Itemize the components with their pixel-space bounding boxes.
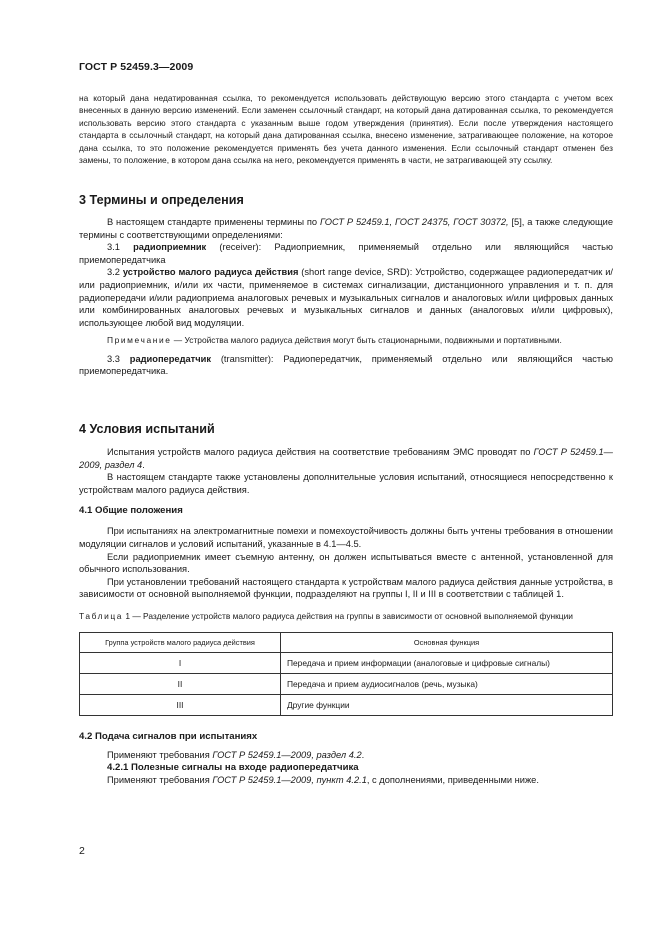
table-cell-function: Передача и прием информации (аналоговые и цифровые сигналы): [281, 652, 613, 673]
section-4-title: 4 Условия испытаний: [79, 422, 215, 436]
table-cell-group: III: [80, 694, 281, 715]
subsection-4-2-text-b: .: [361, 749, 365, 760]
subsection-4-2-ref: ГОСТ Р 52459.1—2009, раздел 4.2: [212, 749, 362, 760]
section-3-intro-text-a: В настоящем стандарте применены термины по: [107, 217, 320, 227]
subsection-4-2-1-text-b: , с дополнениями, приведенными ниже.: [366, 775, 539, 786]
intro-paragraph: на который дана недатированная ссылка, то рекомендуется использовать действующую версию этого стандарта с учетом всех внесенных в данную версию изменений. Если заменен ссылочный стандарт, на который дана датированная ссылка, то рекомендуется использовать версию этого стандарта с указанным выше годом утверждения (принятия). Если после утверждения настоящего стандарта в ссылочный стандарт, на который дана датированная ссылка, внесено изменение, затрагивающее положение, на которое дана ссылка, то это положение рекомендуется применять без учета данного изменения. Если ссылочный стандарт отменен без замены, то положение, в котором дана ссылка на него, рекомендуется применять в части, не затрагивающей эту ссылку.: [79, 93, 613, 166]
section-3-intro-text-b: [5], а также следующие термины с соответствующими определениями:: [79, 217, 614, 240]
section-4-p1-text-a: Испытания устройств малого радиуса действия на соответствие требованиям ЭМС проводят по: [107, 447, 534, 457]
table-row: [80, 673, 613, 694]
section-4-p1-text-b: .: [142, 459, 145, 470]
section-4-paragraph-2: В настоящем стандарте также установлены дополнительные условия испытаний, относящиеся непосредственно к устройствам малого радиуса действия.: [79, 472, 613, 495]
subsection-4-1-title: 4.1 Общие положения: [79, 505, 183, 517]
table-cell-function: Передача и прием аудиосигналов (речь, музыка): [281, 673, 613, 694]
subsection-4-1-paragraph-1: При испытаниях на электромагнитные помехи и помехоустойчивость должны быть учтены требования в отношении модуляции сигналов и условий испытаний, указанные в 4.1—4.5.: [79, 526, 613, 549]
section-3-intro-refs: ГОСТ Р 52459.1, ГОСТ 24375, ГОСТ 30372,: [319, 217, 509, 227]
term-3-2-term: устройство малого радиуса действия: [122, 267, 299, 278]
table-1-caption-text: 1 — Разделение устройств малого радиуса действия на группы в зависимости от основной выполняемой функции: [123, 610, 573, 621]
section-3-title: 3 Термины и определения: [79, 193, 244, 207]
table-header-function: Основная функция: [281, 632, 613, 652]
table-cell-function: Другие функции: [281, 694, 613, 715]
subsection-4-2-1-paragraph: [79, 774, 613, 787]
page-number: 2: [79, 845, 85, 857]
table-row: [80, 694, 613, 715]
table-cell-group: II: [80, 673, 281, 694]
term-3-3-definition: (transmitter): Радиопередатчик, применяемый отдельно или являющийся частью приемопередатчика.: [79, 353, 614, 377]
note-label: Примечание: [107, 335, 172, 346]
intro-paragraph-block: [79, 92, 613, 166]
subsection-4-2-1-text-a: Применяют требования: [107, 775, 213, 786]
term-3-1: [79, 241, 613, 266]
note-text: — Устройства малого радиуса действия могут быть стационарными, подвижными и портативными.: [171, 335, 562, 346]
subsection-4-2-text-a: Применяют требования: [107, 749, 213, 760]
term-3-2-note: [79, 334, 613, 346]
term-3-1-number: 3.1: [107, 242, 134, 253]
term-3-2: [79, 266, 613, 329]
subsection-4-2-1-ref: ГОСТ Р 52459.1—2009, пункт 4.2.1: [212, 775, 367, 786]
subsection-4-2-1-title: 4.2.1 Полезные сигналы на входе радиопередатчика: [107, 761, 359, 773]
term-3-2-definition: (short range device, SRD): Устройство, содержащее радиопередатчик и/или радиоприемник, и/или их части, применяемое в системах сигнализации, дистанционного управления и т. п. для радиопередачи и/или радиоприема аналоговых речевых и музыкальных сигналов и аналоговых и/или цифровых данных или комбинированных аналоговых речевых и музыкальных сигналов и данных (аналоговых и/или цифровых), использующее любой вид модуляции.: [79, 267, 613, 328]
section-3-intro: [79, 216, 613, 241]
table-row: [80, 652, 613, 673]
table-header-group: Группа устройств малого радиуса действия: [80, 632, 281, 652]
term-3-2-number: 3.2: [107, 267, 123, 278]
term-3-3: [79, 353, 613, 378]
subsection-4-1-paragraph-3: При установлении требований настоящего стандарта к устройствам малого радиуса действия данные устройства, в зависимости от основной выполняемой функции, подразделяют на группы I, II и III в соответствии с таблицей 1.: [79, 576, 613, 600]
section-4-paragraph-1: [79, 446, 613, 471]
subsection-4-2-paragraph: [79, 749, 613, 762]
table-1: [79, 632, 613, 716]
section-3: [79, 193, 613, 378]
term-3-1-term: радиоприемник: [133, 242, 207, 253]
subsection-4-2-title: 4.2 Подача сигналов при испытаниях: [79, 730, 258, 742]
document-id-header: ГОСТ Р 52459.3—2009: [79, 61, 194, 73]
table-1-caption-label: Таблица: [79, 610, 124, 621]
term-3-3-number: 3.3: [107, 353, 130, 364]
subsection-4-1-paragraph-2: Если радиоприемник имеет съемную антенну, он должен испытываться вместе с антенной, установленной для обычного использования.: [79, 551, 613, 575]
section-4-p1-ref: ГОСТ Р 52459.1—2009, раздел 4: [79, 447, 613, 470]
table-1-caption: [79, 610, 613, 622]
term-3-3-term: радиопередатчик: [129, 353, 211, 364]
term-3-1-definition: (receiver): Радиоприемник, применяемый отдельно или являющийся частью приемопередатчика: [79, 242, 613, 265]
table-header-row: [80, 632, 613, 652]
section-4: [79, 422, 613, 787]
table-cell-group: I: [80, 652, 281, 673]
